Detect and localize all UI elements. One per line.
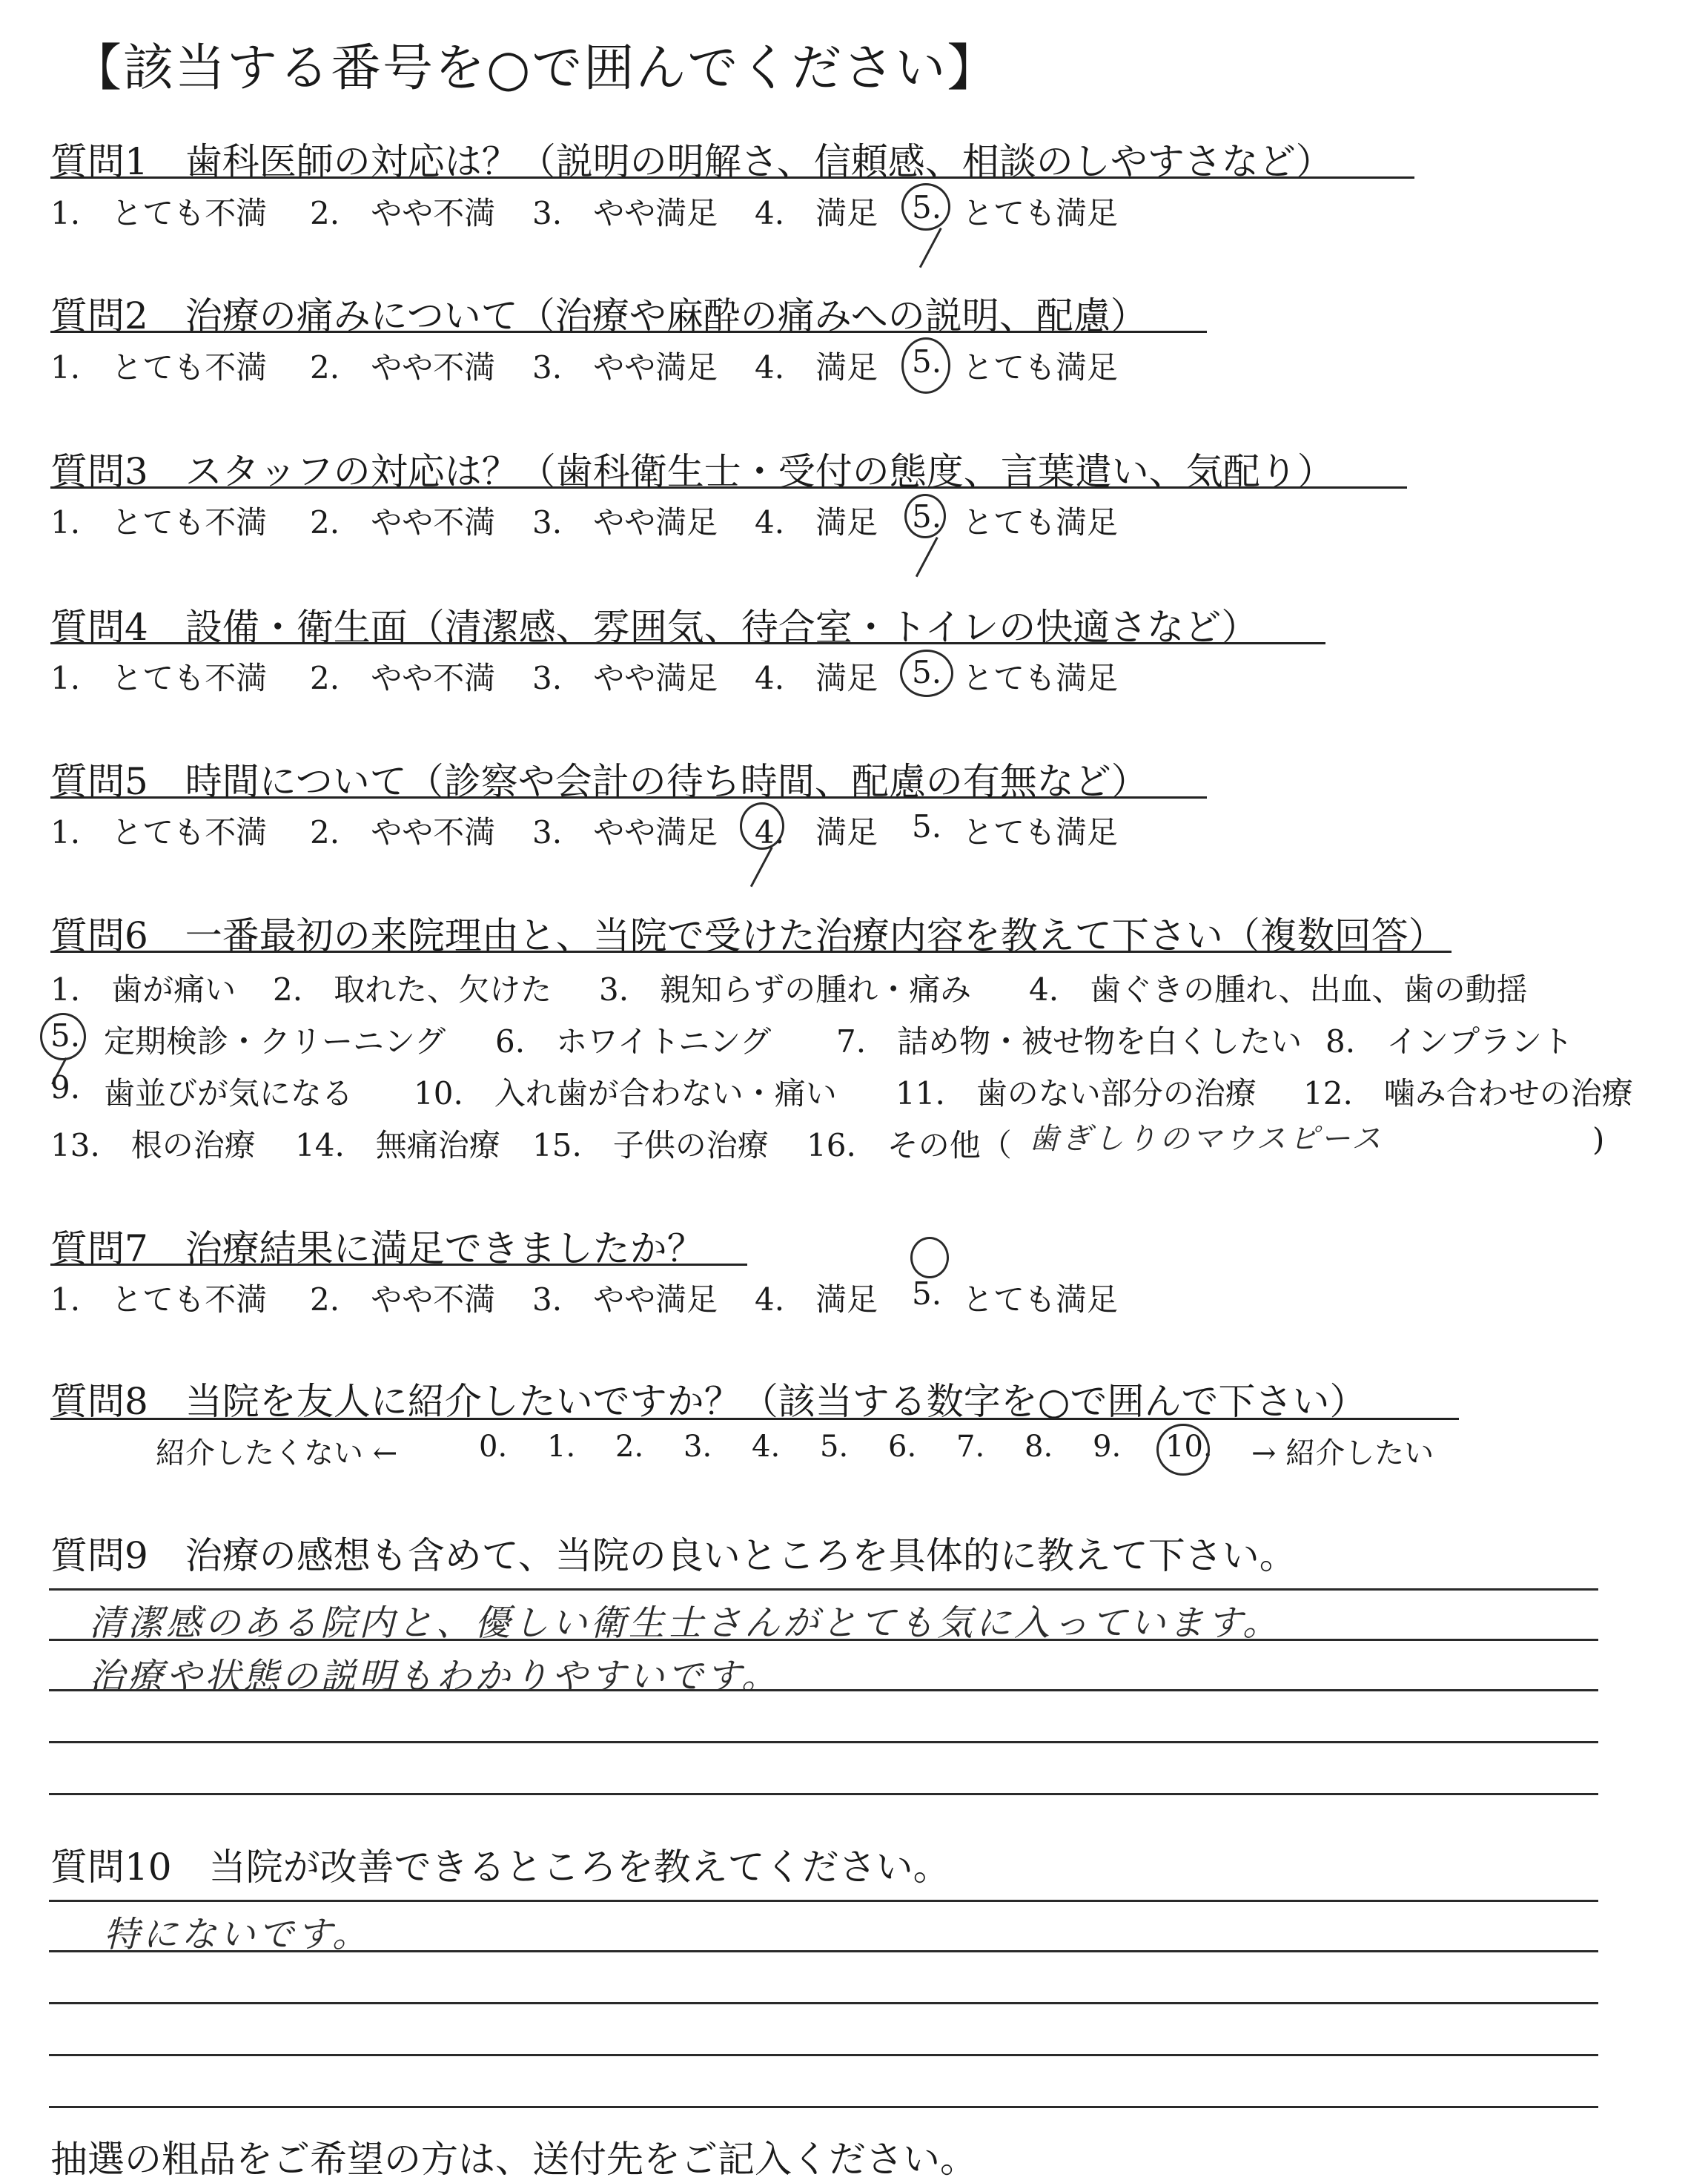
- q8-right-label: → 紹介したい: [1251, 1436, 1434, 1470]
- q9-answer-rule-3: [49, 1689, 1598, 1691]
- q10-answer-rule-1: [49, 1900, 1598, 1902]
- q8-option-3[interactable]: 3.: [683, 1430, 712, 1464]
- q1-selection-circle: [901, 183, 950, 231]
- q8-underline: [50, 1418, 1459, 1420]
- q10-answer-rule-4: [49, 2054, 1598, 2056]
- q3-circle-stroke: [916, 537, 939, 577]
- q8-option-8[interactable]: 8.: [1025, 1430, 1053, 1464]
- q8-option-4[interactable]: 4.: [752, 1430, 781, 1464]
- q8-selection-circle: [1156, 1424, 1210, 1476]
- q8-option-6[interactable]: 6.: [888, 1430, 917, 1464]
- q5-option-5-label: とても満足: [962, 814, 1119, 851]
- q3-underline: [50, 486, 1407, 489]
- q6-option-7[interactable]: 7. 詰め物・被せ物を白くしたい: [836, 1023, 1302, 1060]
- q2-option-5-label: とても満足: [962, 349, 1119, 386]
- q10-answer-line-1[interactable]: 特にないです。: [104, 1914, 371, 1955]
- q7-underline: [50, 1264, 747, 1266]
- q2-underline: [50, 331, 1207, 333]
- q4-selection-circle: [900, 650, 953, 697]
- q6-option-5[interactable]: 5.: [50, 1017, 81, 1054]
- q6-row-4: [50, 1121, 1644, 1166]
- q2-option-2[interactable]: 2. やや不満: [310, 349, 496, 386]
- q6-option-4[interactable]: 4. 歯ぐきの腫れ、出血、歯の動揺: [1029, 971, 1528, 1008]
- q10-answer-rule-2: [49, 1950, 1598, 1952]
- q3-title: 質問3 スタッフの対応は？（歯科衛生士・受付の態度、言葉遣い、気配り）: [50, 450, 1334, 493]
- q9-answer-rule-1: [49, 1588, 1598, 1591]
- q7-title: 質問7 治療結果に満足できましたか？: [50, 1227, 704, 1270]
- q5-options: [50, 808, 1237, 853]
- q1-option-2[interactable]: 2. やや不満: [310, 195, 496, 231]
- q3-option-5-label: とても満足: [962, 504, 1119, 541]
- q5-option-3[interactable]: 3. やや満足: [532, 814, 718, 851]
- q7-option-2[interactable]: 2. やや不満: [310, 1281, 496, 1318]
- q8-option-10[interactable]: 10.: [1165, 1430, 1213, 1464]
- q4-option-1[interactable]: 1. とても不満: [50, 660, 268, 696]
- q8-option-7[interactable]: 7.: [956, 1430, 985, 1464]
- q6-option-11[interactable]: 11. 歯のない部分の治療: [896, 1075, 1257, 1112]
- q5-circle-stroke: [750, 847, 773, 887]
- q5-title: 質問5 時間について（診察や会計の待ち時間、配慮の有無など）: [50, 760, 1148, 803]
- q7-option-5[interactable]: 5.: [912, 1275, 942, 1312]
- q3-option-2[interactable]: 2. やや不満: [310, 504, 496, 541]
- q3-selection-circle: [904, 494, 946, 538]
- q8-option-2[interactable]: 2.: [615, 1430, 644, 1464]
- q5-option-4[interactable]: 4. 満足: [755, 814, 878, 851]
- q10-title: 質問10 当院が改善できるところを教えてください。: [50, 1846, 950, 1889]
- q5-underline: [50, 796, 1207, 799]
- q9-answer-rule-5: [49, 1793, 1598, 1795]
- q8-option-5[interactable]: 5.: [820, 1430, 849, 1464]
- q7-option-3[interactable]: 3. やや満足: [532, 1281, 718, 1318]
- q5-option-5[interactable]: 5.: [912, 808, 942, 845]
- q6-option-9[interactable]: 9.: [50, 1069, 81, 1106]
- q8-left-label: 紹介したくない ←: [156, 1436, 398, 1470]
- q8-option-1[interactable]: 1.: [547, 1430, 576, 1464]
- q1-options: [50, 189, 1237, 234]
- q4-underline: [50, 642, 1325, 644]
- q2-option-5[interactable]: 5.: [912, 343, 942, 380]
- q6-option-10[interactable]: 10. 入れ歯が合わない・痛い: [414, 1075, 837, 1112]
- q4-options: [50, 654, 1237, 699]
- q9-answer-line-1[interactable]: 清潔感のある院内と、優しい衛生士さんがとても気に入っています。: [89, 1602, 1282, 1644]
- q4-option-5-label: とても満足: [962, 660, 1119, 696]
- q7-option-1[interactable]: 1. とても不満: [50, 1281, 268, 1318]
- q6-underline: [50, 951, 1452, 953]
- q1-option-1[interactable]: 1. とても不満: [50, 195, 268, 231]
- q6-option-14[interactable]: 14. 無痛治療: [295, 1127, 500, 1163]
- q2-option-4[interactable]: 4. 満足: [755, 349, 878, 386]
- q7-option-5-label: とても満足: [962, 1281, 1119, 1318]
- q6-option-2[interactable]: 2. 取れた、欠けた: [273, 971, 552, 1008]
- q2-selection-circle: [901, 337, 950, 394]
- q7-selection-circle: [910, 1237, 949, 1278]
- q6-row-1: [50, 965, 1644, 1010]
- q9-answer-rule-2: [49, 1639, 1598, 1641]
- q9-answer-line-2[interactable]: 治療や状態の説明もわかりやすいです。: [89, 1656, 781, 1697]
- q4-option-3[interactable]: 3. やや満足: [532, 660, 718, 696]
- q1-title: 質問1 歯科医師の対応は？（説明の明解さ、信頼感、相談のしやすさなど）: [50, 140, 1333, 183]
- footer-note: 抽選の粗品をご希望の方は、送付先をご記入ください。: [50, 2138, 977, 2181]
- q8-title: 質問8 当院を友人に紹介したいですか？（該当する数字を○で囲んで下さい）: [50, 1380, 1367, 1423]
- q6-option-5-label: 定期検診・クリーニング: [104, 1023, 446, 1060]
- q1-option-5[interactable]: 5.: [912, 189, 942, 225]
- q6-option-9-label: 歯並びが気になる: [104, 1075, 354, 1112]
- q6-row-3: [50, 1069, 1659, 1114]
- page-header: 【該当する番号を○で囲んでください】: [71, 39, 999, 98]
- q9-answer-rule-4: [49, 1741, 1598, 1743]
- q1-option-4[interactable]: 4. 満足: [755, 195, 878, 231]
- q6-row-2: [50, 1017, 1644, 1062]
- q7-option-4[interactable]: 4. 満足: [755, 1281, 878, 1318]
- q3-options: [50, 498, 1237, 543]
- q4-option-5[interactable]: 5.: [912, 654, 942, 690]
- q10-answer-rule-3: [49, 2002, 1598, 2004]
- q6-option-8[interactable]: 8. インプラント: [1325, 1023, 1574, 1060]
- q5-option-2[interactable]: 2. やや不満: [310, 814, 496, 851]
- q9-title: 質問9 治療の感想も含めて、当院の良いところを具体的に教えて下さい。: [50, 1534, 1297, 1577]
- q1-option-3[interactable]: 3. やや満足: [532, 195, 718, 231]
- q2-option-3[interactable]: 3. やや満足: [532, 349, 718, 386]
- q4-option-2[interactable]: 2. やや不満: [310, 660, 496, 696]
- q7-options: [50, 1275, 1237, 1320]
- q6-other-close-paren: ): [1592, 1121, 1605, 1157]
- q1-underline: [50, 176, 1414, 179]
- q4-option-4[interactable]: 4. 満足: [755, 660, 878, 696]
- q8-option-9[interactable]: 9.: [1093, 1430, 1122, 1464]
- q6-option-12[interactable]: 12. 噛み合わせの治療: [1303, 1075, 1633, 1112]
- q5-option-1[interactable]: 1. とても不満: [50, 814, 268, 851]
- q6-option-6[interactable]: 6. ホワイトニング: [495, 1023, 772, 1060]
- q3-option-3[interactable]: 3. やや満足: [532, 504, 718, 541]
- q2-option-1[interactable]: 1. とても不満: [50, 349, 268, 386]
- q6-other-handwritten[interactable]: 歯ぎしりのマウスピース: [1029, 1122, 1385, 1156]
- q6-title: 質問6 一番最初の来院理由と、当院で受けた治療内容を教えて下さい（複数回答）: [50, 914, 1446, 957]
- q2-options: [50, 343, 1237, 388]
- q6-option-1[interactable]: 1. 歯が痛い: [50, 971, 236, 1008]
- q6-option-13[interactable]: 13. 根の治療: [50, 1127, 256, 1163]
- q10-answer-rule-5: [49, 2106, 1598, 2108]
- q6-option-15[interactable]: 15. 子供の治療: [532, 1127, 769, 1163]
- q3-option-4[interactable]: 4. 満足: [755, 504, 878, 541]
- q5-selection-circle: [740, 802, 784, 850]
- q1-circle-stroke: [919, 228, 942, 268]
- q3-option-5[interactable]: 5.: [912, 498, 942, 535]
- q4-title: 質問4 設備・衛生面（清潔感、雰囲気、待合室・トイレの快適さなど）: [50, 606, 1259, 649]
- q8-option-0[interactable]: 0.: [479, 1430, 508, 1464]
- q6-selection-circle: [40, 1013, 86, 1060]
- q6-option-16[interactable]: 16. その他（: [807, 1127, 1012, 1163]
- q1-option-5-label: とても満足: [962, 195, 1119, 231]
- q2-title: 質問2 治療の痛みについて（治療や麻酔の痛みへの説明、配慮）: [50, 294, 1148, 337]
- q3-option-1[interactable]: 1. とても不満: [50, 504, 268, 541]
- q8-scale: [156, 1430, 1564, 1474]
- q6-option-3[interactable]: 3. 親知らずの腫れ・痛み: [599, 971, 972, 1008]
